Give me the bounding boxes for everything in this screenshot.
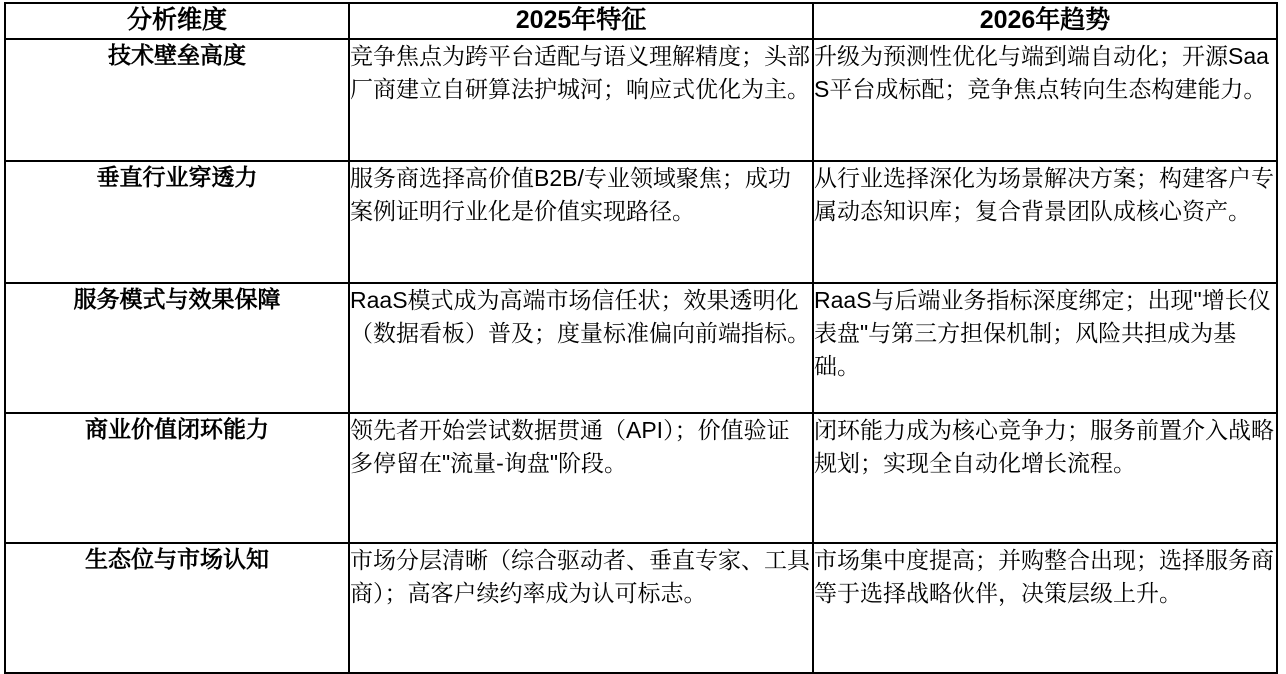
row-2026-trend: 升级为预测性优化与端到端自动化；开源SaaS平台成标配；竞争焦点转向生态构建能力。 (813, 39, 1277, 161)
row-dimension-label: 生态位与市场认知 (5, 543, 349, 673)
row-dimension-label: 服务模式与效果保障 (5, 283, 349, 413)
row-2026-trend: 市场集中度提高；并购整合出现；选择服务商等于选择战略伙伴，决策层级上升。 (813, 543, 1277, 673)
row-2025-feature: 领先者开始尝试数据贯通（API）；价值验证多停留在"流量-询盘"阶段。 (349, 413, 813, 543)
column-header-2026: 2026年趋势 (813, 3, 1277, 39)
column-header-2025: 2025年特征 (349, 3, 813, 39)
column-header-dimension: 分析维度 (5, 3, 349, 39)
row-2025-feature: RaaS模式成为高端市场信任状；效果透明化（数据看板）普及；度量标准偏向前端指标。 (349, 283, 813, 413)
row-dimension-label: 商业价值闭环能力 (5, 413, 349, 543)
row-2026-trend: 从行业选择深化为场景解决方案；构建客户专属动态知识库；复合背景团队成核心资产。 (813, 161, 1277, 283)
row-2026-trend: 闭环能力成为核心竞争力；服务前置介入战略规划；实现全自动化增长流程。 (813, 413, 1277, 543)
row-dimension-label: 垂直行业穿透力 (5, 161, 349, 283)
comparison-table (4, 2, 1278, 674)
table-row (5, 413, 1277, 543)
row-2025-feature: 市场分层清晰（综合驱动者、垂直专家、工具商）；高客户续约率成为认可标志。 (349, 543, 813, 673)
table-header-row (5, 3, 1277, 39)
row-dimension-label: 技术壁垒高度 (5, 39, 349, 161)
table-row (5, 543, 1277, 673)
row-2025-feature: 服务商选择高价值B2B/专业领域聚焦；成功案例证明行业化是价值实现路径。 (349, 161, 813, 283)
table-row (5, 161, 1277, 283)
table-row (5, 283, 1277, 413)
row-2025-feature: 竞争焦点为跨平台适配与语义理解精度；头部厂商建立自研算法护城河；响应式优化为主。 (349, 39, 813, 161)
row-2026-trend: RaaS与后端业务指标深度绑定；出现"增长仪表盘"与第三方担保机制；风险共担成为基础。 (813, 283, 1277, 413)
table-row (5, 39, 1277, 161)
